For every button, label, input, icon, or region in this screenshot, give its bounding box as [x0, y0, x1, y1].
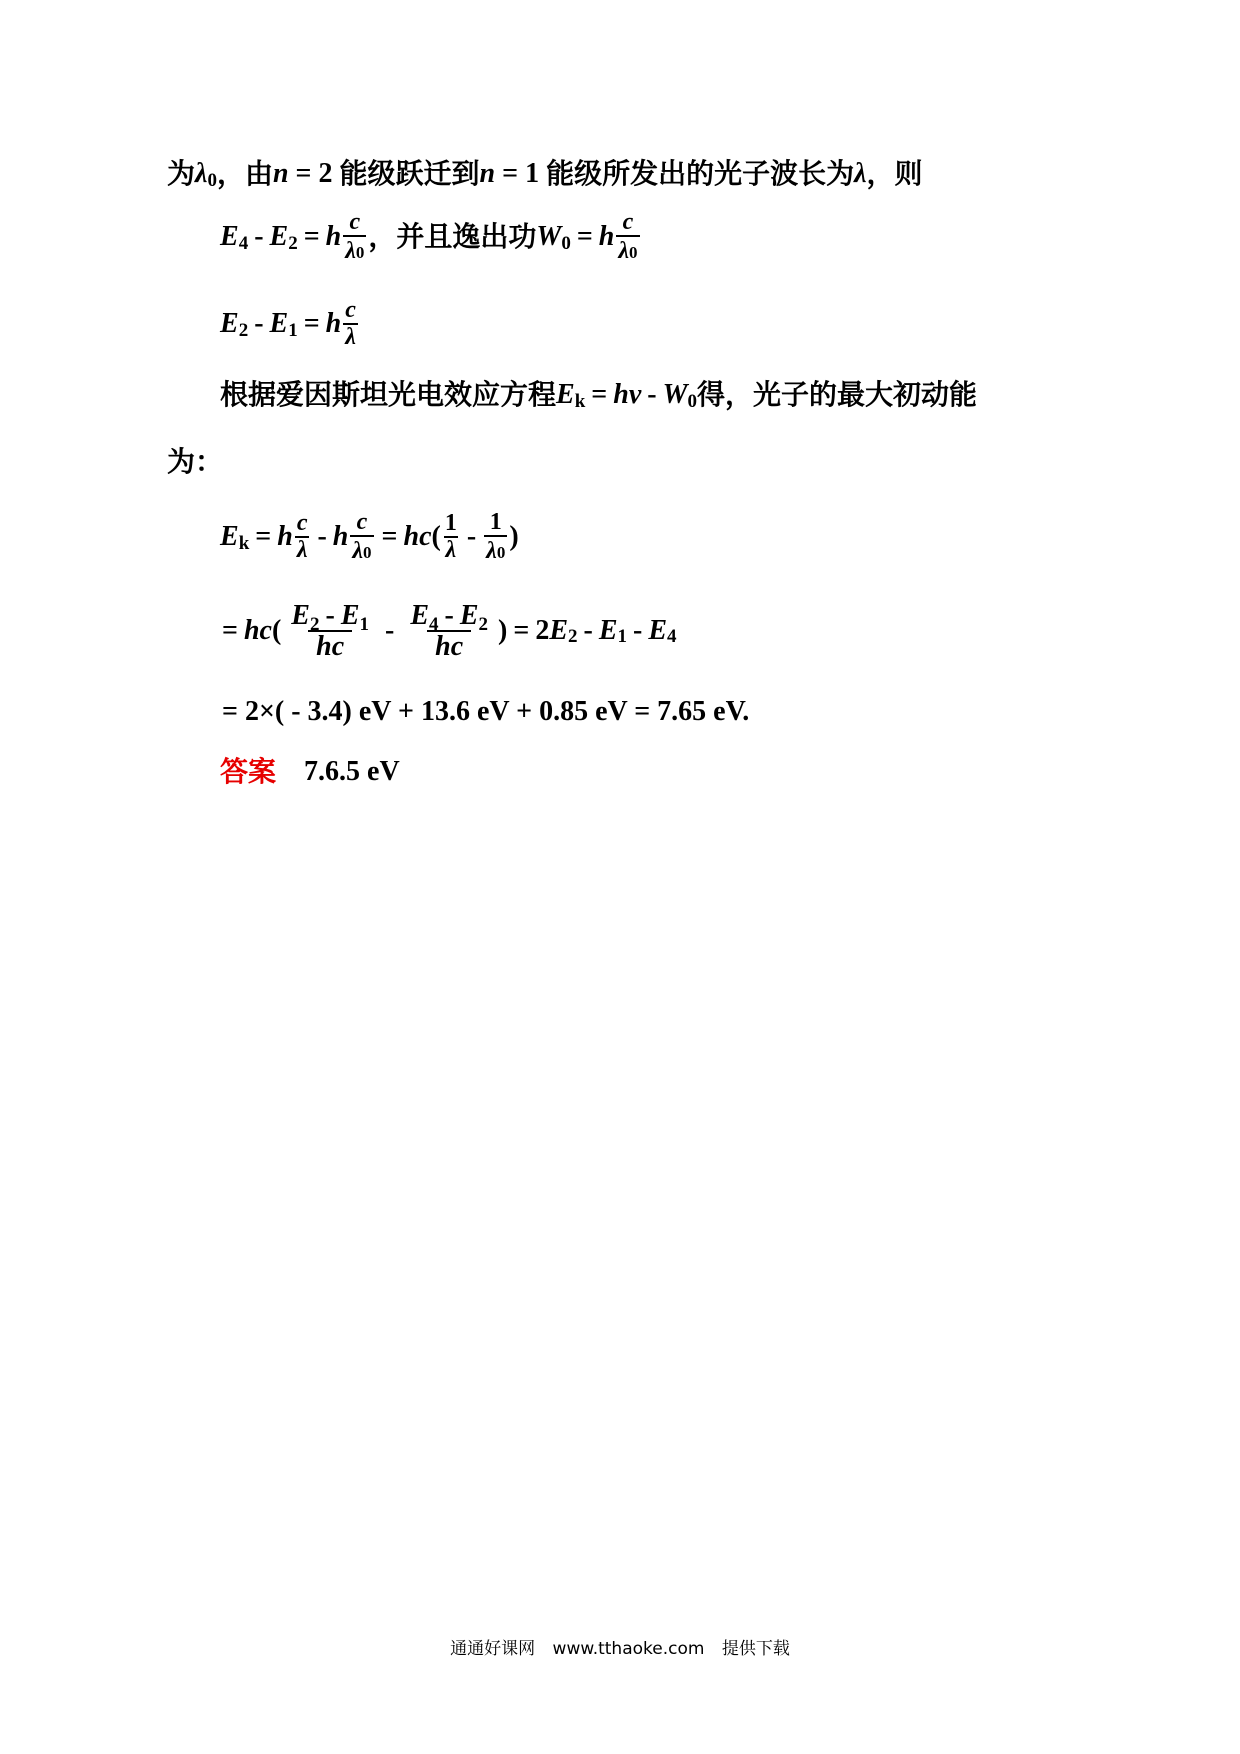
- operator-minus: -: [466, 521, 477, 553]
- symbol-n: n: [272, 158, 289, 189]
- subscript: 1: [288, 319, 298, 341]
- operator-equals: =: [303, 221, 320, 253]
- text-fragment: 能级跃迁到: [339, 157, 480, 190]
- fraction: [295, 511, 310, 563]
- math-fragment: = 1: [495, 158, 547, 189]
- operator-equals: =: [513, 614, 530, 646]
- fraction-denominator: [616, 235, 639, 264]
- subscript: 4: [238, 232, 249, 254]
- math-fragment: = 2: [288, 158, 340, 189]
- subscript: 2: [309, 614, 320, 635]
- operator-minus: -: [317, 521, 327, 553]
- symbol-E: E: [291, 600, 310, 631]
- paren-left: (: [271, 614, 282, 646]
- fraction-denominator: hc: [308, 630, 352, 661]
- symbol-lambda: λ: [618, 238, 630, 265]
- symbol-n: n: [479, 158, 496, 189]
- subscript: 2: [238, 319, 249, 341]
- fraction: [616, 210, 639, 264]
- operator-equals: =: [576, 221, 593, 253]
- footer-url: www.tthaoke.com: [552, 1639, 705, 1659]
- operator-equals: =: [591, 379, 608, 410]
- fraction-numerator: c: [622, 209, 634, 235]
- operator-minus: -: [444, 600, 454, 631]
- answer-line: [220, 755, 400, 788]
- symbol-h: h: [325, 221, 342, 253]
- equation-line-6: [220, 510, 519, 564]
- symbol-E: E: [556, 379, 575, 410]
- subscript: 0: [561, 232, 571, 254]
- fraction-numerator: c: [345, 297, 356, 323]
- symbol-E: E: [648, 614, 668, 646]
- numeric-result: = 2×( - 3.4) eV + 13.6 eV + 0.85 eV = 7.65 eV.: [222, 696, 750, 727]
- symbol-E: E: [459, 600, 479, 631]
- symbol-lambda: λ: [345, 238, 356, 265]
- operator-minus: -: [633, 614, 643, 646]
- symbol-W: W: [662, 379, 688, 410]
- symbol-E: E: [220, 521, 239, 553]
- footer-site-name: 通通好课网: [450, 1639, 536, 1659]
- subscript: 0: [207, 169, 217, 191]
- fraction: [343, 298, 358, 350]
- fraction-denominator: [350, 535, 373, 564]
- operator-minus: -: [325, 600, 335, 631]
- text-fragment: 得，光子的最大初动能: [696, 378, 977, 411]
- symbol-E: E: [340, 600, 360, 631]
- paren-right: ): [498, 614, 508, 646]
- text-line-4: [220, 378, 977, 412]
- operator-minus: -: [254, 308, 264, 340]
- text-fragment: ，则: [866, 157, 923, 190]
- subscript: k: [574, 390, 586, 412]
- symbol-hc: hc: [243, 614, 272, 646]
- text-line-1: [167, 157, 923, 191]
- fraction-numerator: 1: [489, 509, 502, 535]
- subscript: 1: [359, 614, 369, 635]
- symbol-E: E: [269, 308, 289, 340]
- coefficient: 2: [535, 614, 550, 646]
- subscript: 2: [288, 232, 298, 254]
- operator-equals: =: [303, 308, 320, 340]
- symbol-hc: hc: [403, 521, 432, 553]
- fraction-denominator: [484, 535, 507, 564]
- subscript: k: [238, 532, 250, 554]
- fraction-denominator: λ: [445, 537, 457, 564]
- text-fragment: ，由: [216, 157, 273, 190]
- fraction-numerator: [283, 600, 377, 635]
- fraction: [484, 510, 507, 564]
- answer-value: 7.6.5 eV: [304, 756, 400, 787]
- fraction: [343, 210, 366, 264]
- text-line-5: [167, 445, 224, 478]
- text-fragment: 能级所发出的光子波长为: [546, 157, 855, 190]
- subscript: 4: [667, 626, 677, 648]
- operator-equals: =: [381, 521, 398, 553]
- text-fragment: 为：: [167, 445, 224, 478]
- equation-line-7: [222, 600, 677, 662]
- operator-equals: =: [222, 614, 238, 646]
- fraction-numerator: c: [349, 209, 361, 235]
- symbol-E: E: [220, 221, 239, 253]
- symbol-h: h: [277, 521, 293, 553]
- symbol-E: E: [549, 614, 569, 646]
- symbol-E: E: [598, 614, 618, 646]
- symbol-lambda: λ: [486, 538, 497, 565]
- fraction: [402, 600, 496, 662]
- fraction-denominator: [343, 235, 366, 264]
- fraction: [443, 511, 459, 563]
- symbol-E: E: [220, 308, 239, 340]
- paren-left: (: [431, 521, 441, 553]
- symbol-h: h: [332, 521, 349, 553]
- equation-line-3: [220, 298, 360, 350]
- fraction-numerator: 1: [444, 510, 457, 536]
- symbol-E: E: [410, 600, 430, 631]
- subscript: 0: [629, 243, 638, 263]
- symbol-lambda: λ: [195, 158, 208, 189]
- fraction: [283, 600, 377, 662]
- subscript: 4: [429, 614, 439, 635]
- fraction-denominator: hc: [427, 630, 471, 661]
- equation-line-8: [222, 698, 749, 726]
- fraction-numerator: [402, 600, 496, 635]
- text-fragment: 根据爱因斯坦光电效应方程: [220, 378, 557, 411]
- symbol-lambda: λ: [352, 538, 364, 565]
- footer-suffix: 提供下载: [721, 1639, 790, 1659]
- equation-line-2: [220, 210, 642, 264]
- subscript: 2: [568, 626, 578, 648]
- operator-minus: -: [583, 614, 593, 646]
- operator-minus: -: [647, 379, 657, 410]
- operator-equals: =: [255, 521, 272, 553]
- fraction-numerator: c: [356, 509, 368, 535]
- subscript: 2: [478, 614, 489, 635]
- subscript: 0: [355, 243, 365, 263]
- symbol-lambda: λ: [854, 158, 867, 189]
- answer-label: 答案: [220, 755, 277, 788]
- subscript: 1: [617, 626, 628, 648]
- fraction-numerator: c: [296, 510, 308, 536]
- fraction: [350, 510, 373, 564]
- symbol-E: E: [269, 221, 289, 253]
- fraction-denominator: λ: [345, 324, 356, 351]
- page-footer: [0, 1634, 1240, 1659]
- text-fragment: 为: [167, 157, 196, 190]
- operator-minus: -: [385, 614, 395, 646]
- subscript: 0: [687, 390, 697, 412]
- symbol-hv: hν: [613, 379, 642, 410]
- symbol-h: h: [325, 308, 342, 340]
- text-fragment: ，并且逸出功: [368, 220, 537, 254]
- subscript: 0: [496, 543, 506, 563]
- paren-right: ): [509, 521, 519, 553]
- symbol-h: h: [598, 221, 615, 253]
- subscript: 0: [363, 543, 372, 563]
- operator-minus: -: [254, 221, 264, 253]
- fraction-denominator: λ: [296, 537, 308, 564]
- symbol-W: W: [536, 221, 562, 253]
